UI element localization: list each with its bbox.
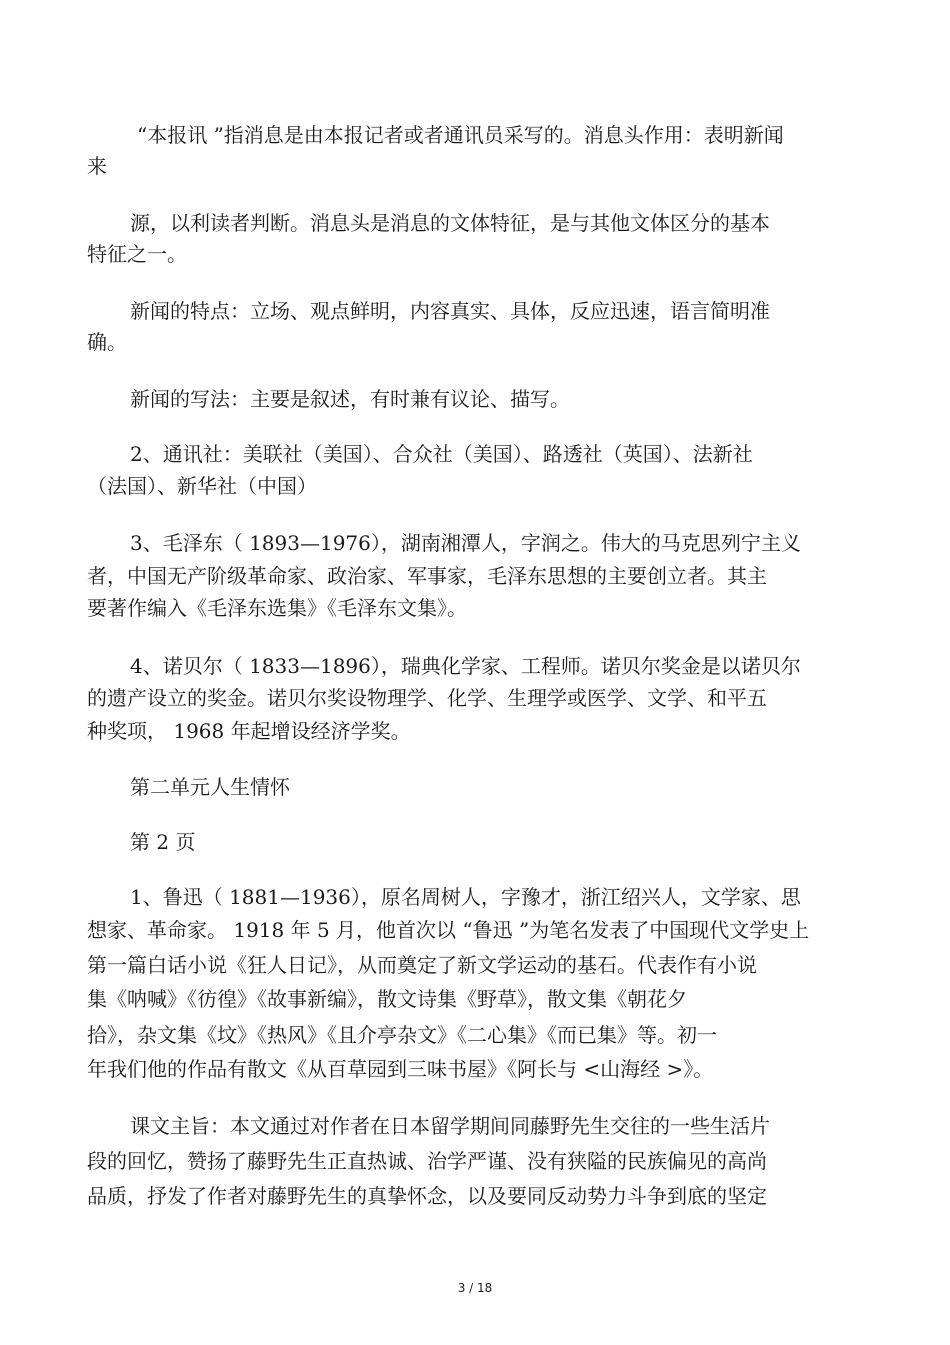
text-line: 种奖项， 1968 年起增设经济学奖。 [87, 719, 411, 743]
text-line: 拾》，杂文集《坟》《热风》《且介亭杂文》《二心集》《而已集》等。初一 [87, 1023, 717, 1047]
text-line: 1、鲁迅（ 1881—1936），原名周树人，字豫才，浙江绍兴人，文学家、思 [130, 885, 801, 909]
text-line: 课文主旨：本文通过对作者在日本留学期间同藤野先生交往的一些生活片 [130, 1114, 770, 1138]
page-reference: 第 2 页 [130, 830, 196, 854]
text-line: 确。 [87, 330, 127, 354]
text-line: 要著作编入《毛泽东选集》《毛泽东文集》。 [87, 596, 467, 620]
text-line: 集《呐喊》《彷徨》《故事新编》，散文诗集《野草》，散文集《朝花夕 [87, 987, 687, 1011]
text-line: 特征之一。 [87, 242, 187, 266]
page-number: 3 / 18 [457, 1281, 493, 1295]
text-line: 的遗产设立的奖金。诺贝尔奖设物理学、化学、生理学或医学、文学、和平五 [87, 686, 767, 710]
text-line: 源，以利读者判断。消息头是消息的文体特征，是与其他文体区分的基本 [130, 211, 770, 235]
text-line: 4、诺贝尔（ 1833—1896），瑞典化学家、工程师。诺贝尔奖金是以诺贝尔 [130, 654, 801, 678]
text-line: 段的回忆，赞扬了藤野先生正直热诚、治学严谨、没有狭隘的民族偏见的高尚 [87, 1149, 767, 1173]
text-line: （法国）、新华社（中国） [87, 474, 317, 498]
text-line: 新闻的特点：立场、观点鲜明，内容真实、具体，反应迅速，语言简明准 [130, 299, 770, 323]
text-line: 年我们他的作品有散文《从百草园到三味书屋》《阿长与 <山海经 >》。 [87, 1057, 714, 1081]
text-line: 者，中国无产阶级革命家、政治家、军事家，毛泽东思想的主要创立者。其主 [87, 564, 767, 588]
text-line: 2、通讯社：美联社（美国）、合众社（美国）、路透社（英国）、法新社 [130, 442, 753, 466]
section-heading: 第二单元人生情怀 [130, 775, 290, 799]
text-line: 第一篇白话小说《狂人日记》，从而奠定了新文学运动的基石。代表作有小说 [87, 953, 757, 977]
text-line: 来 [87, 154, 107, 178]
text-line: 想家、革命家。 1918 年 5 月，他首次以 “鲁迅 ”为笔名发表了中国现代文学史上 [87, 918, 810, 942]
text-line: “本报讯 ”指消息是由本报记者或者通讯员采写的。消息头作用：表明新闻 [137, 123, 784, 147]
text-line: 新闻的写法：主要是叙述，有时兼有议论、描写。 [130, 387, 570, 411]
text-line: 3、毛泽东（ 1893—1976），湖南湘潭人，字润之。伟大的马克思列宁主义 [130, 531, 801, 555]
text-line: 品质，抒发了作者对藤野先生的真挚怀念，以及要同反动势力斗争到底的坚定 [87, 1184, 767, 1208]
